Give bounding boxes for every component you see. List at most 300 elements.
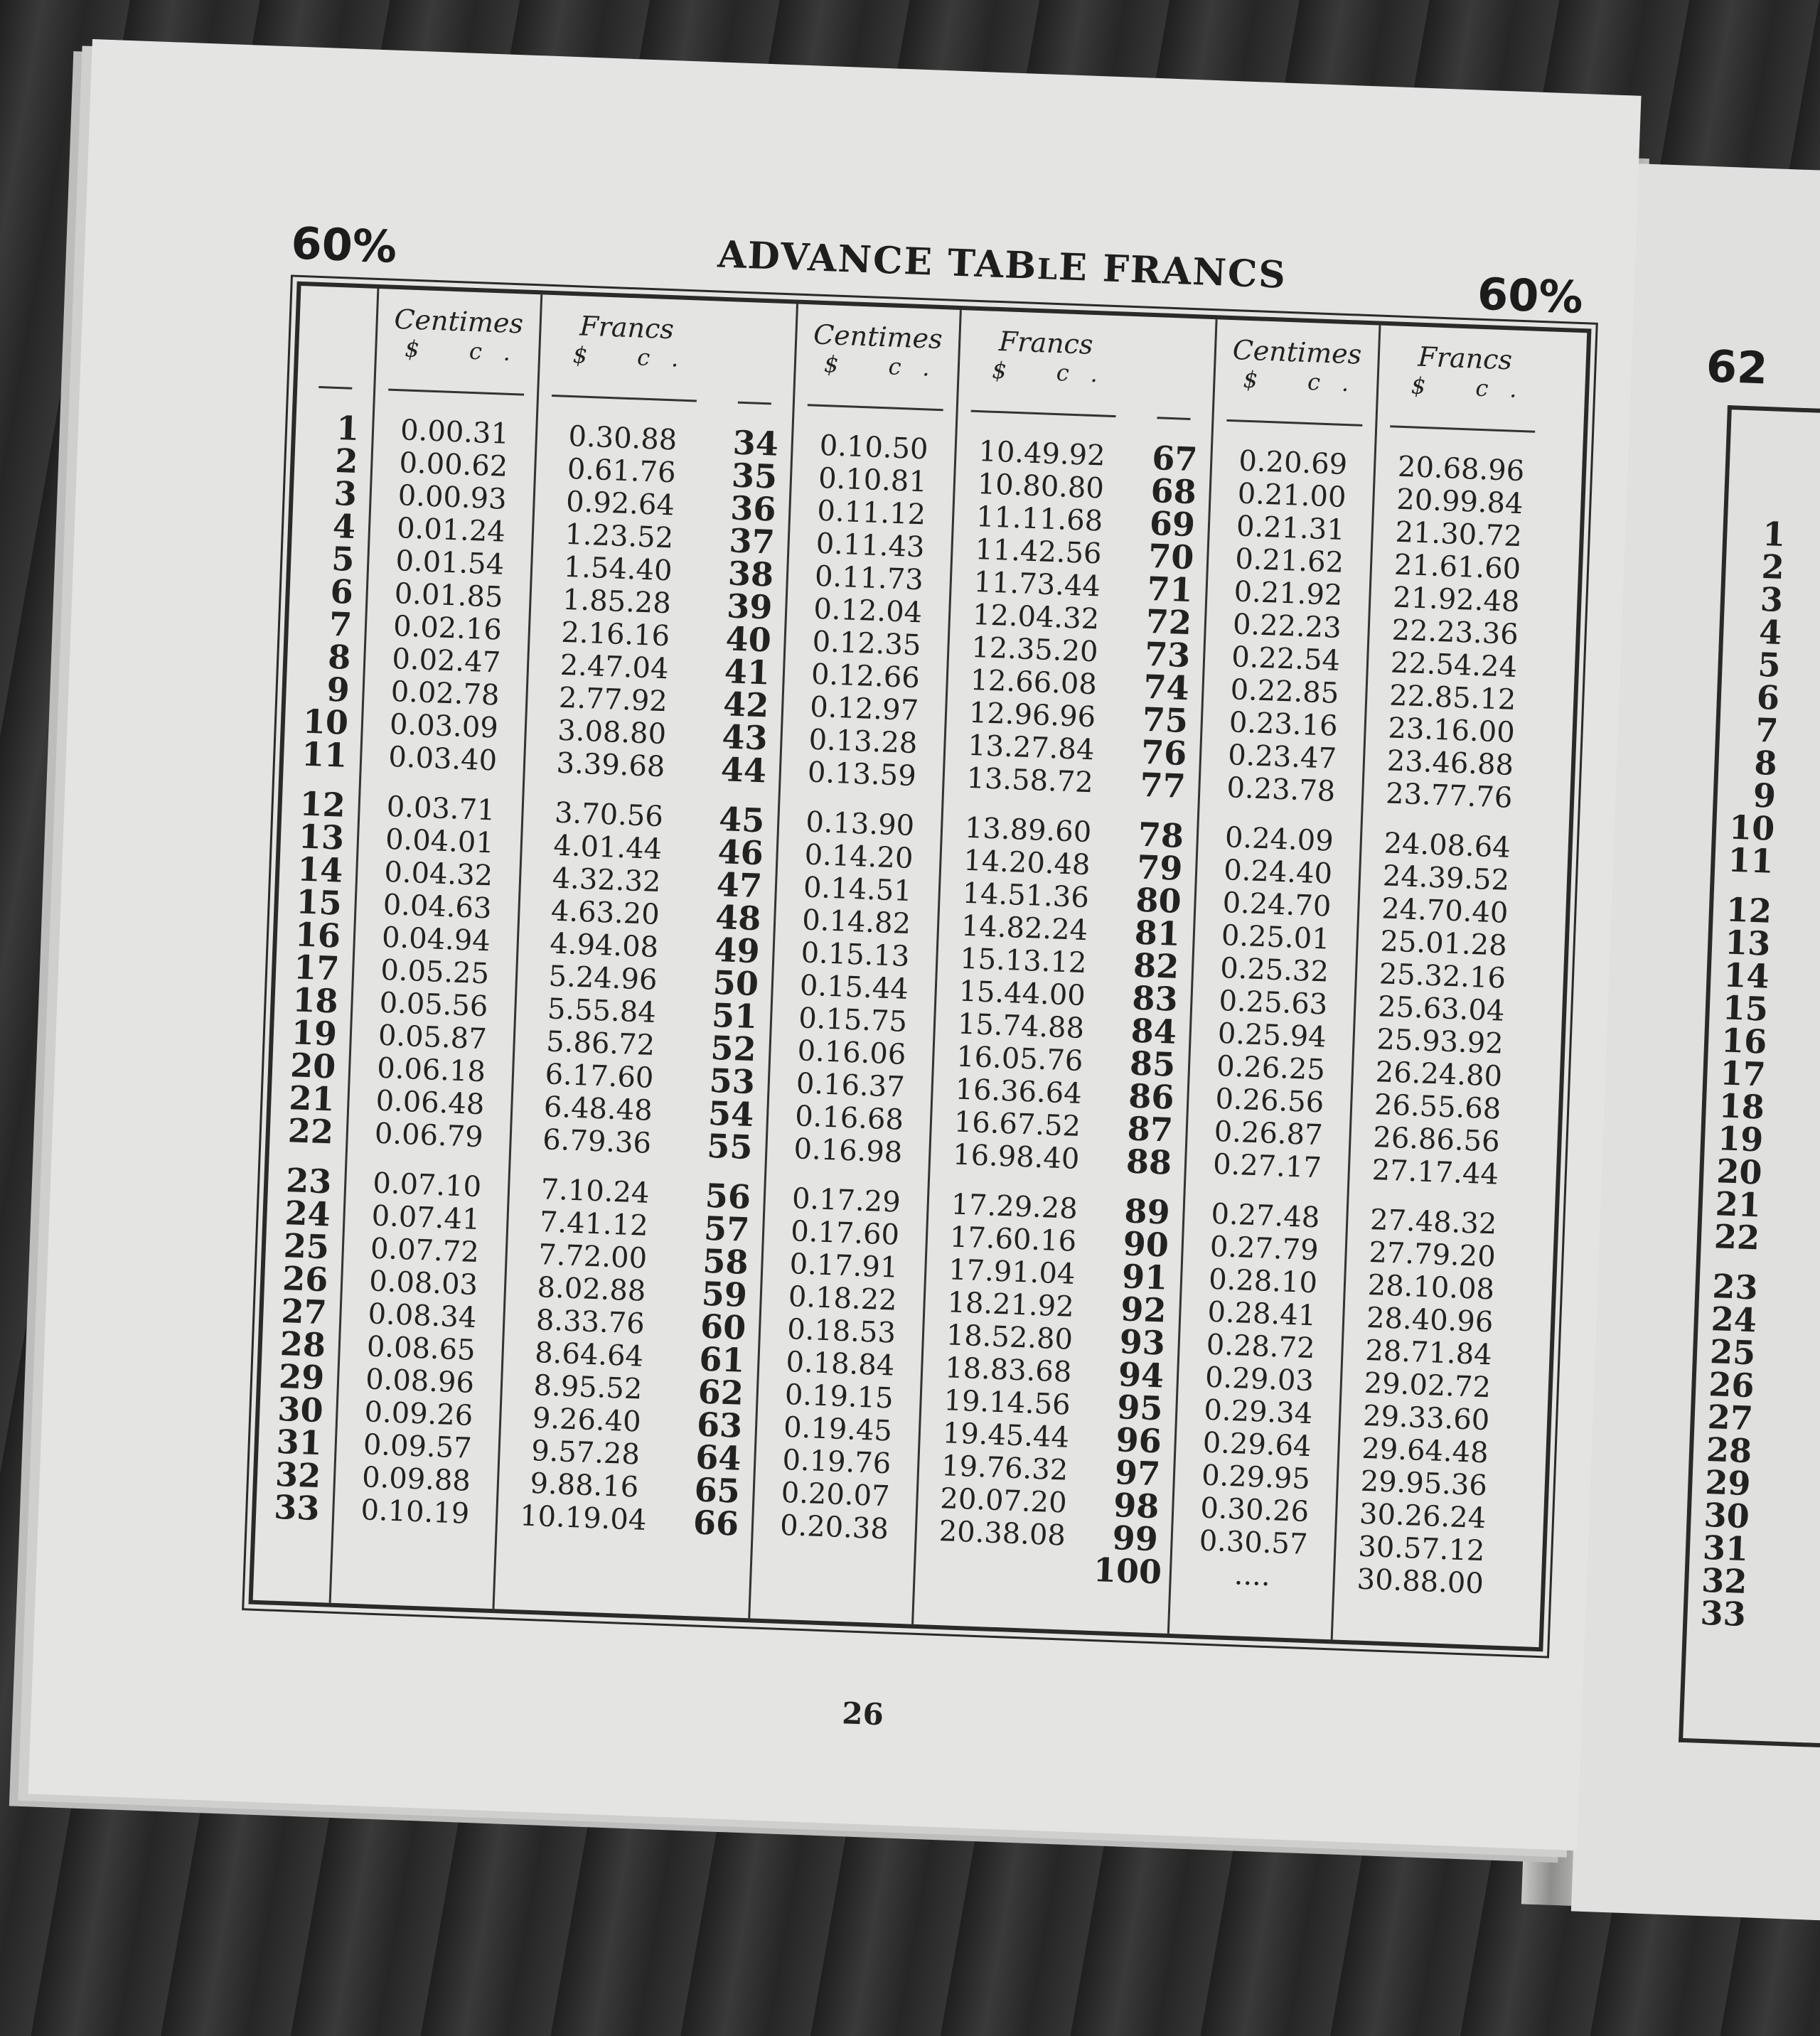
column-title: Centimes: [1232, 334, 1362, 370]
table-cell: 6.17.60: [544, 1058, 655, 1095]
next-page-row-number: 6: [1755, 677, 1780, 717]
column-units: $ c.: [1410, 372, 1539, 404]
table-cell: 20.38.08: [938, 1515, 1066, 1553]
row-number: 48: [714, 897, 762, 938]
number-header-rule: [318, 386, 352, 390]
percent-left: 60%: [290, 217, 398, 273]
row-number: 70: [1147, 536, 1195, 577]
table-cell: 19.14.56: [943, 1384, 1071, 1422]
table-cell: 0.07.72: [370, 1232, 480, 1270]
table-cell: 0.19.15: [784, 1378, 894, 1415]
row-number: 25: [282, 1226, 330, 1267]
row-number: 58: [702, 1241, 749, 1282]
table-cell: 0.28.72: [1206, 1328, 1316, 1366]
table-cell: 16.67.52: [953, 1105, 1081, 1143]
number-header-rule: [1157, 417, 1190, 420]
table-cell: 0.18.22: [788, 1280, 898, 1317]
row-number: 34: [732, 423, 779, 464]
row-number: 85: [1129, 1044, 1177, 1084]
table-cell: 15.13.12: [959, 942, 1088, 980]
table-cell: 0.03.09: [389, 707, 499, 745]
next-page-row-number: 32: [1701, 1560, 1748, 1602]
row-number: 31: [275, 1422, 323, 1463]
table-cell: 16.98.40: [952, 1138, 1081, 1176]
centimes-column-header: [795, 304, 960, 417]
row-number: 87: [1126, 1109, 1174, 1150]
table-cell: 29.64.48: [1361, 1432, 1489, 1470]
table-cell: 0.27.48: [1210, 1197, 1321, 1235]
next-page-row-number: 13: [1724, 923, 1772, 963]
table-cell: 0.05.87: [378, 1019, 488, 1056]
table-cell: 29.33.60: [1362, 1399, 1491, 1437]
row-number: 59: [700, 1274, 748, 1314]
table-cell: 17.91.04: [948, 1253, 1076, 1291]
row-number: 57: [703, 1209, 751, 1249]
table-cell: 25.93.92: [1376, 1023, 1504, 1061]
table-cell: 18.21.92: [946, 1286, 1075, 1324]
table-cell: 0.08.65: [366, 1330, 476, 1367]
row-number: 82: [1133, 945, 1180, 986]
next-page-row-number: 10: [1728, 808, 1776, 848]
next-page-row-number: 15: [1721, 988, 1769, 1029]
table-cell: 0.26.87: [1214, 1115, 1324, 1152]
next-page-row-number: 1: [1762, 514, 1787, 554]
table-cell: 0.10.50: [819, 429, 929, 466]
table-cell: 9.26.40: [532, 1402, 642, 1439]
table-cell: 26.86.56: [1372, 1121, 1501, 1159]
table-cell: 6.48.48: [543, 1091, 653, 1127]
row-number: 46: [717, 832, 764, 873]
table-cell: 15.44.00: [958, 975, 1086, 1013]
table-cell: 0.06.79: [374, 1117, 484, 1154]
next-page-row-number: 30: [1703, 1495, 1750, 1536]
row-number: 20: [289, 1046, 337, 1086]
table-cell: 10.19.04: [519, 1499, 648, 1537]
table-cell: 22.23.36: [1391, 614, 1519, 652]
next-page-row-number: 17: [1719, 1054, 1767, 1094]
row-number: 19: [290, 1013, 338, 1054]
table-cell: 3.39.68: [555, 746, 666, 784]
table-cell: 29.95.36: [1359, 1464, 1488, 1503]
table-cell: 22.54.24: [1390, 646, 1518, 685]
table-cell: 0.02.47: [391, 643, 501, 680]
next-page-row-number: 5: [1757, 645, 1782, 685]
row-number: 49: [713, 930, 761, 971]
table-cell: 23.77.76: [1385, 777, 1514, 815]
table-cell: 17.60.16: [949, 1221, 1077, 1258]
row-number: 4: [332, 506, 357, 547]
row-number: 67: [1151, 439, 1199, 479]
table-cell: 0.19.45: [783, 1410, 893, 1448]
row-number: 98: [1113, 1486, 1160, 1526]
table-cell: 11.42.56: [974, 532, 1103, 571]
table-cell: 0.12.97: [809, 690, 919, 728]
table-cell: 2.77.92: [558, 681, 668, 719]
column-title: Francs: [1417, 341, 1513, 376]
page-title: ADVANCE TABLE FRANCS: [717, 232, 1288, 297]
table-cell: 14.20.48: [963, 844, 1091, 882]
row-number: 94: [1118, 1355, 1165, 1395]
table-cell: 0.18.53: [786, 1313, 896, 1350]
next-page-row-number: 23: [1711, 1267, 1759, 1307]
row-number: 43: [721, 717, 769, 758]
table-cell: 0.03.71: [386, 790, 496, 827]
table-cell: 12.66.08: [969, 663, 1098, 702]
row-number: 50: [712, 963, 759, 1004]
row-number: 7: [328, 604, 353, 644]
table-cell: 0.28.41: [1206, 1295, 1317, 1333]
next-page-percent: 62: [1705, 340, 1769, 395]
table-cell: 11.73.44: [973, 565, 1101, 604]
table-cell: 0.11.43: [815, 527, 926, 564]
next-page-row-number: 31: [1702, 1528, 1750, 1569]
row-number: 24: [284, 1194, 331, 1234]
column-title: Centimes: [393, 303, 524, 340]
row-number: 99: [1111, 1518, 1159, 1559]
table-cell: 25.63.04: [1377, 990, 1506, 1028]
row-number: 60: [700, 1307, 747, 1347]
table-cell: 0.10.19: [360, 1494, 471, 1531]
page-number: 26: [841, 1695, 884, 1732]
table-cell: 0.04.94: [381, 921, 491, 958]
table-cell: 26.55.68: [1374, 1088, 1502, 1126]
row-number: 3: [333, 473, 358, 514]
table-cell: 0.12.66: [810, 658, 921, 695]
table-group-3: [1091, 316, 1551, 1646]
table-cell: 8.95.52: [532, 1369, 643, 1406]
table-cell: 0.18.84: [785, 1346, 896, 1383]
table-cell: 0.09.26: [363, 1395, 474, 1432]
row-number: 74: [1142, 667, 1190, 708]
table-cell: 12.04.32: [972, 598, 1100, 636]
table-cell: 0.03.40: [387, 740, 498, 778]
table-cell: 0.15.75: [798, 1002, 908, 1039]
table-cell: 10.49.92: [978, 435, 1106, 473]
table-cell: 6.79.36: [542, 1123, 652, 1160]
column-units: $ c.: [991, 356, 1120, 389]
table-cell: 0.21.31: [1236, 510, 1346, 547]
table-cell: 11.11.68: [975, 500, 1103, 538]
table-group-2: [672, 301, 1132, 1631]
table-cell: 0.14.20: [803, 838, 914, 876]
table-cell: 0.30.57: [1198, 1524, 1309, 1562]
table-cell: 28.40.96: [1366, 1301, 1494, 1339]
table-cell: 0.23.47: [1227, 739, 1337, 776]
row-number: 73: [1144, 634, 1192, 675]
column-units: $ c.: [572, 341, 701, 373]
centimes-column-header: [375, 289, 540, 401]
table-cell: 29.02.72: [1364, 1366, 1492, 1405]
table-cell: 0.23.16: [1228, 706, 1339, 743]
row-number: 18: [291, 980, 339, 1021]
table-cell: 0.29.95: [1201, 1459, 1311, 1496]
row-number: 29: [278, 1356, 326, 1398]
table-cell: 21.30.72: [1394, 515, 1523, 554]
row-number: 6: [329, 572, 354, 611]
row-number: 11: [301, 734, 348, 775]
table-cell: 0.08.34: [367, 1297, 478, 1334]
table-cell: 14.82.24: [960, 909, 1088, 948]
table-cell: 21.92.48: [1392, 581, 1521, 619]
table-cell: 19.76.32: [941, 1450, 1069, 1487]
table-cell: 0.05.25: [380, 953, 490, 991]
row-number: 76: [1140, 732, 1188, 773]
next-page-row-number: 22: [1713, 1217, 1761, 1258]
next-page-row-number: 14: [1723, 955, 1770, 996]
table-cell: 0.07.41: [370, 1199, 481, 1237]
row-number: 91: [1121, 1257, 1169, 1297]
next-page-row-number: 8: [1753, 743, 1778, 783]
row-number: 12: [299, 784, 346, 825]
table-cell: 9.88.16: [529, 1467, 640, 1504]
row-number: 92: [1120, 1290, 1167, 1330]
row-number: 1: [336, 408, 360, 449]
table-cell: 0.25.32: [1219, 952, 1329, 989]
table-cell: ....: [1233, 1558, 1271, 1593]
row-number: 52: [710, 1028, 757, 1069]
table-cell: 22.85.12: [1388, 679, 1517, 717]
table-cell: 0.30.26: [1199, 1491, 1310, 1529]
next-page-row-number: 19: [1717, 1119, 1765, 1159]
table-cell: 0.20.07: [781, 1476, 891, 1513]
table-cell: 0.25.94: [1217, 1017, 1327, 1054]
row-number: 14: [296, 850, 344, 890]
table-cell: 0.13.59: [807, 756, 917, 793]
table-cell: 0.11.12: [816, 494, 926, 532]
row-number: 13: [298, 817, 346, 857]
next-page-row-number: 2: [1760, 547, 1785, 587]
table-cell: 27.79.20: [1368, 1236, 1497, 1274]
table-cell: 0.21.62: [1234, 542, 1344, 579]
table-cell: 0.12.04: [813, 592, 923, 630]
table-cell: 0.08.96: [365, 1363, 475, 1400]
row-number: 16: [294, 915, 341, 955]
row-number: 8: [327, 637, 352, 677]
table-cell: 0.06.18: [376, 1051, 486, 1089]
table-cell: 0.01.24: [396, 512, 506, 549]
next-page-row-number: 11: [1727, 840, 1774, 881]
table-cell: 0.15.44: [799, 969, 909, 1006]
table-cell: 30.88.00: [1356, 1563, 1484, 1601]
table-cell: 1.85.28: [562, 583, 672, 621]
table-cell: 0.26.25: [1216, 1049, 1326, 1087]
row-number: 21: [288, 1078, 336, 1119]
next-page-row-number: 21: [1714, 1184, 1762, 1225]
table-cell: 25.32.16: [1379, 958, 1506, 995]
table-cell: 4.32.32: [551, 862, 662, 899]
table-cell: 0.09.88: [361, 1461, 471, 1498]
row-number: 36: [729, 488, 777, 529]
table-group-1: [253, 286, 713, 1615]
row-number: 78: [1137, 815, 1184, 855]
table-cell: 16.05.76: [956, 1040, 1084, 1078]
row-number: 54: [707, 1093, 755, 1135]
row-number: 53: [708, 1061, 756, 1102]
table-cell: 28.10.08: [1367, 1268, 1495, 1307]
table-cell: 26.24.80: [1375, 1056, 1503, 1093]
row-number: 22: [287, 1111, 334, 1152]
table-cell: 1.23.52: [564, 518, 674, 555]
row-number: 40: [724, 619, 772, 660]
next-page-row-number: 24: [1710, 1300, 1757, 1340]
table-cell: 0.29.64: [1202, 1426, 1312, 1464]
next-page-row-number: 33: [1699, 1593, 1747, 1634]
table-cell: 1.54.40: [563, 550, 673, 588]
table-cell: 3.08.80: [557, 714, 667, 751]
table-cell: 0.13.90: [805, 805, 915, 843]
table-cell: 0.27.79: [1209, 1230, 1320, 1268]
table-cell: 20.07.20: [939, 1482, 1068, 1520]
table-cell: 14.51.36: [961, 877, 1090, 915]
row-number: 26: [282, 1258, 329, 1300]
next-page-row-number: 16: [1720, 1021, 1768, 1061]
table-cell: 0.92.64: [565, 485, 675, 523]
row-number: 89: [1123, 1191, 1171, 1232]
table-cell: 0.21.00: [1236, 477, 1347, 515]
table-cell: 0.04.32: [383, 855, 493, 893]
table-cell: 0.19.76: [781, 1443, 892, 1481]
table-cell: 0.22.23: [1232, 608, 1342, 645]
row-number: 2: [334, 441, 359, 481]
table-cell: 13.58.72: [965, 761, 1094, 800]
table-cell: 0.24.70: [1221, 886, 1332, 923]
table-cell: 0.25.01: [1221, 919, 1331, 956]
row-number: 17: [293, 948, 341, 988]
table-cell: 23.46.88: [1386, 744, 1514, 782]
table-cell: 0.17.91: [788, 1248, 899, 1285]
table-cell: 0.20.38: [779, 1509, 889, 1546]
row-number: 45: [718, 800, 766, 840]
row-number: 39: [726, 586, 774, 627]
left-page: [28, 39, 1641, 1850]
row-number: 42: [722, 685, 770, 725]
row-number: 71: [1146, 569, 1194, 610]
row-number: 30: [277, 1389, 324, 1430]
row-number: 72: [1145, 601, 1192, 643]
row-number: 97: [1114, 1453, 1162, 1494]
row-number: 84: [1130, 1011, 1177, 1051]
row-number: 64: [695, 1437, 742, 1478]
row-number: 27: [280, 1291, 328, 1332]
column-units: $ c.: [1243, 365, 1371, 398]
row-number: 75: [1141, 700, 1189, 741]
table-cell: 0.01.85: [394, 577, 504, 614]
row-number: 23: [285, 1161, 333, 1201]
table-cell: 0.16.98: [793, 1132, 904, 1169]
number-header-rule: [738, 402, 771, 405]
column-title: Francs: [579, 310, 675, 345]
row-number: 55: [706, 1126, 754, 1167]
table-cell: 4.63.20: [550, 894, 660, 932]
table-cell: 12.35.20: [970, 631, 1099, 669]
table-cell: 5.55.84: [547, 992, 657, 1029]
table-cell: 0.24.40: [1223, 854, 1333, 891]
row-number: 10: [302, 702, 349, 742]
table-cell: 18.83.68: [944, 1351, 1073, 1389]
next-page-row-number: 28: [1706, 1430, 1753, 1471]
row-number: 33: [273, 1487, 321, 1528]
next-page-row-number: 29: [1704, 1462, 1752, 1504]
table-cell: 19.45.44: [942, 1417, 1070, 1454]
row-number: 63: [696, 1405, 744, 1445]
table-cell: 0.22.54: [1231, 641, 1341, 677]
table-cell: 0.29.03: [1204, 1361, 1315, 1398]
row-number: 41: [724, 652, 771, 692]
row-number: 15: [295, 882, 343, 923]
table-cell: 0.17.29: [791, 1182, 901, 1219]
table-cell: 0.06.48: [375, 1084, 486, 1122]
centimes-column-header: [1214, 319, 1379, 432]
table-cell: 0.10.81: [818, 461, 928, 499]
table-cell: 24.70.40: [1381, 892, 1509, 930]
row-number: 88: [1125, 1142, 1173, 1182]
table-cell: 13.27.84: [967, 729, 1096, 767]
row-number: 93: [1118, 1322, 1166, 1363]
table-cell: 0.16.68: [794, 1100, 904, 1137]
row-number: 90: [1122, 1224, 1169, 1265]
table-cell: 0.16.06: [796, 1034, 907, 1071]
next-page-row-number: 20: [1715, 1152, 1763, 1192]
table-cell: 0.25.63: [1218, 984, 1329, 1022]
next-page-row-number: 18: [1718, 1086, 1765, 1127]
table-cell: 0.13.28: [808, 723, 919, 761]
column-units: $ c.: [404, 335, 532, 367]
table-cell: 20.99.84: [1396, 483, 1524, 521]
table-cell: 24.39.52: [1382, 859, 1510, 897]
table-cell: 0.01.54: [395, 545, 505, 582]
table-cell: 0.22.85: [1229, 673, 1340, 710]
francs-column-header: [1377, 326, 1551, 439]
row-number: 47: [716, 864, 763, 906]
table-cell: 0.08.03: [368, 1265, 478, 1302]
row-number: 100: [1093, 1550, 1163, 1592]
table-cell: 0.24.09: [1224, 821, 1334, 858]
percent-right: 60%: [1476, 267, 1584, 324]
row-number: 28: [279, 1324, 326, 1365]
next-page-row-number: 12: [1725, 890, 1772, 931]
row-number: 96: [1115, 1420, 1162, 1461]
table-cell: 12.96.96: [968, 696, 1096, 734]
table-cell: 0.00.31: [400, 414, 510, 451]
table-cell: 27.48.32: [1369, 1203, 1498, 1241]
table-cell: 16.36.64: [954, 1073, 1083, 1110]
row-number: 69: [1149, 503, 1196, 545]
next-page-row-number: 7: [1755, 710, 1779, 750]
table-cell: 0.14.51: [803, 871, 913, 909]
table-cell: 0.16.37: [796, 1067, 906, 1104]
next-page-row-number: 25: [1709, 1332, 1757, 1373]
table-cell: 24.08.64: [1383, 827, 1511, 864]
table-cell: 27.17.44: [1371, 1154, 1499, 1191]
row-number: 51: [711, 995, 759, 1036]
table-cell: 0.21.92: [1233, 575, 1344, 612]
row-number: 37: [728, 521, 776, 562]
advance-table: [248, 282, 1591, 1652]
table-cell: 5.24.96: [547, 960, 658, 997]
row-number: 32: [274, 1454, 322, 1496]
table-cell: 30.26.24: [1359, 1497, 1487, 1536]
table-cell: 5.86.72: [545, 1025, 655, 1062]
row-number: 77: [1139, 765, 1187, 806]
row-number: 62: [697, 1372, 744, 1413]
table-cell: 0.04.63: [382, 888, 493, 926]
table-cell: 0.14.82: [801, 904, 911, 941]
row-number: 9: [326, 670, 350, 709]
table-cell: 0.05.56: [378, 986, 489, 1024]
table-cell: 23.16.00: [1387, 712, 1516, 749]
table-cell: 0.23.78: [1226, 771, 1337, 808]
table-cell: 18.52.80: [946, 1319, 1074, 1356]
